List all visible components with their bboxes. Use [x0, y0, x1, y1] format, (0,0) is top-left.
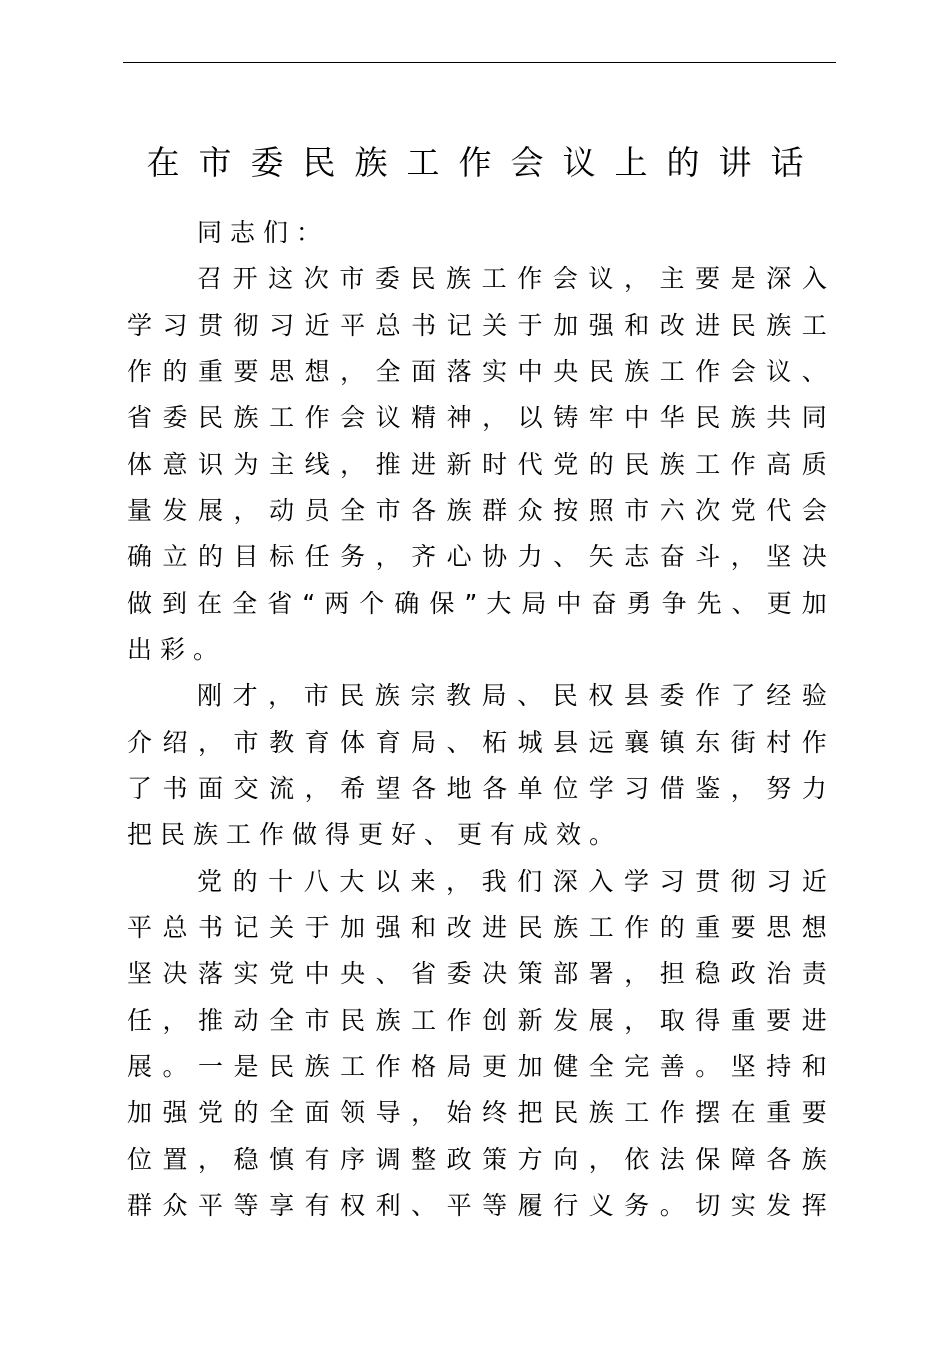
paragraph-line: 加 强 党 的 全 面 领 导 ， 始 终 把 民 族 工 作 摆 在 重 要: [127, 1098, 827, 1127]
paragraph-line: 出彩。: [127, 635, 227, 664]
paragraph-line: 平 总 书 记 关 于 加 强 和 改 进 民 族 工 作 的 重 要 思 想: [127, 913, 827, 942]
paragraph-line: 介 绍 ， 市 教 育 体 育 局 、 柘 城 县 远 襄 镇 东 街 村 作: [127, 728, 827, 757]
paragraph-line: 做 到 在 全 省 “ 两 个 确 保 ” 大 局 中 奋 勇 争 先 、 更 加: [127, 589, 827, 618]
paragraph-line: 党 的 十 八 大 以 来 ， 我 们 深 入 学 习 贯 彻 习 近: [197, 867, 827, 896]
header-rule: [123, 62, 836, 63]
paragraph-line: 展 。 一 是 民 族 工 作 格 局 更 加 健 全 完 善 。 坚 持 和: [127, 1052, 827, 1081]
paragraph-line: 任 ， 推 动 全 市 民 族 工 作 创 新 发 展 ， 取 得 重 要 进: [127, 1006, 827, 1035]
paragraph-line: 体 意 识 为 主 线 ， 推 进 新 时 代 党 的 民 族 工 作 高 质: [127, 450, 827, 479]
paragraph-line: 确 立 的 目 标 任 务 ， 齐 心 协 力 、 矢 志 奋 斗 ， 坚 决: [127, 542, 827, 571]
paragraph-line: 学 习 贯 彻 习 近 平 总 书 记 关 于 加 强 和 改 进 民 族 工: [127, 311, 827, 340]
paragraph-line: 省 委 民 族 工 作 会 议 精 神 ， 以 铸 牢 中 华 民 族 共 同: [127, 403, 827, 432]
paragraph-line: 了 书 面 交 流 ， 希 望 各 地 各 单 位 学 习 借 鉴 ， 努 力: [127, 774, 827, 803]
paragraph-line: 召 开 这 次 市 委 民 族 工 作 会 议 ， 主 要 是 深 入: [197, 264, 827, 293]
salutation: 同志们：: [197, 218, 330, 247]
document-title: 在市委民族工作会议上的讲话: [146, 143, 823, 182]
paragraph-line: 作 的 重 要 思 想 ， 全 面 落 实 中 央 民 族 工 作 会 议 、: [127, 357, 827, 386]
paragraph-line: 坚 决 落 实 党 中 央 、 省 委 决 策 部 署 ， 担 稳 政 治 责: [127, 959, 827, 988]
paragraph-line: 群 众 平 等 享 有 权 利 、 平 等 履 行 义 务 。 切 实 发 挥: [127, 1191, 827, 1220]
paragraph-line: 量 发 展 ， 动 员 全 市 各 族 群 众 按 照 市 六 次 党 代 会: [127, 496, 827, 525]
paragraph-line: 位 置 ， 稳 慎 有 序 调 整 政 策 方 向 ， 依 法 保 障 各 族: [127, 1145, 827, 1174]
paragraph-line: 把民族工作做得更好、更有成效。: [127, 820, 623, 849]
paragraph-line: 刚 才 ， 市 民 族 宗 教 局 、 民 权 县 委 作 了 经 验: [197, 681, 827, 710]
